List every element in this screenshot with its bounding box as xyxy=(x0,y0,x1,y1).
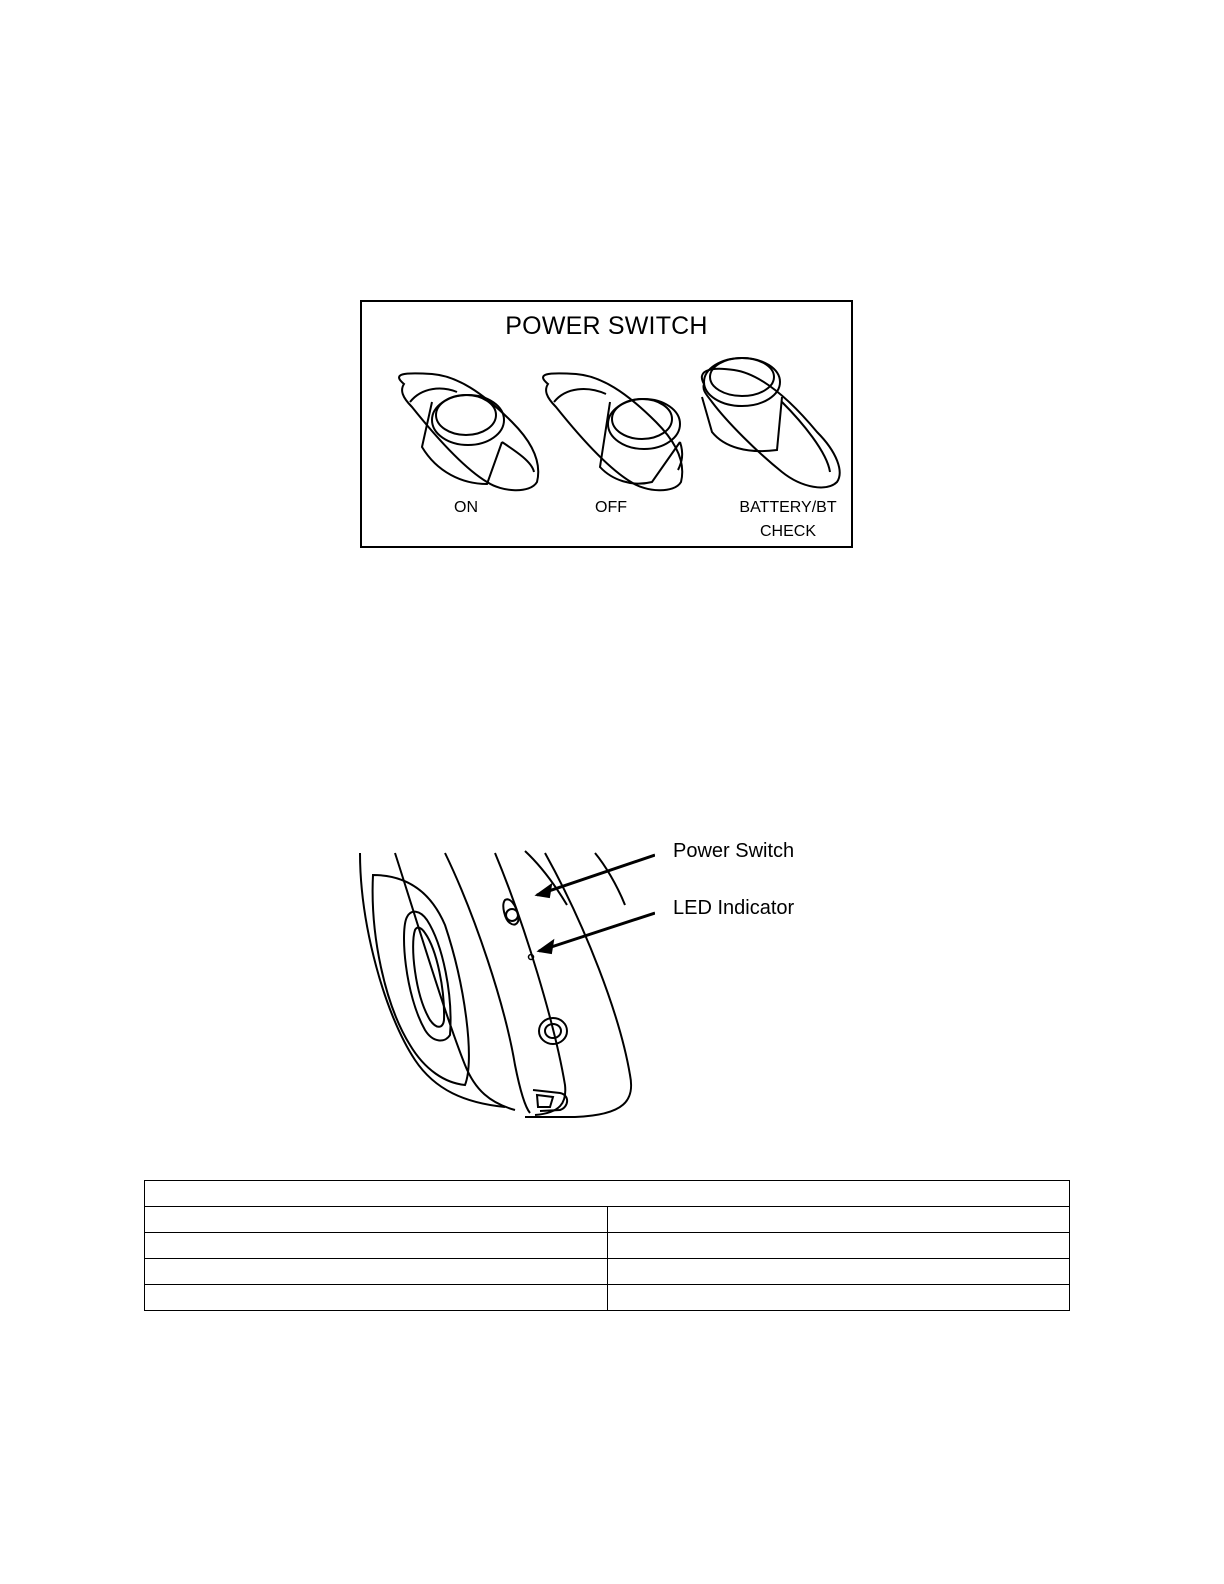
table-cell xyxy=(607,1285,1070,1311)
table-cell xyxy=(607,1259,1070,1285)
switch-label-battery-line1: BATTERY/BT xyxy=(739,499,837,516)
switch-label-battery-check xyxy=(728,496,848,544)
switch-off-drawing xyxy=(543,373,682,490)
table-row xyxy=(145,1285,1070,1311)
table-cell xyxy=(145,1207,608,1233)
callout-power-switch: Power Switch xyxy=(673,840,795,862)
switch-label-off: OFF xyxy=(595,499,627,516)
switch-label-battery-line2: CHECK xyxy=(759,523,816,540)
power-switch-title: POWER SWITCH xyxy=(505,312,708,340)
table-row xyxy=(145,1259,1070,1285)
table-cell xyxy=(607,1233,1070,1259)
table-cell xyxy=(607,1207,1070,1233)
table-header-cell xyxy=(145,1181,1070,1207)
table-cell xyxy=(145,1233,608,1259)
switch-battery-check-drawing xyxy=(702,358,840,487)
headset-earcup-illustration xyxy=(355,845,655,1125)
table-header-row xyxy=(145,1181,1070,1207)
table-row xyxy=(145,1207,1070,1233)
power-switch-diagram xyxy=(360,300,853,548)
switch-on-drawing xyxy=(399,373,538,490)
table-cell xyxy=(145,1285,608,1311)
switch-label-on: ON xyxy=(454,499,478,516)
table-row xyxy=(145,1233,1070,1259)
blank-table xyxy=(144,1180,1070,1311)
callout-led-indicator: LED Indicator xyxy=(673,897,795,919)
table-cell xyxy=(145,1259,608,1285)
